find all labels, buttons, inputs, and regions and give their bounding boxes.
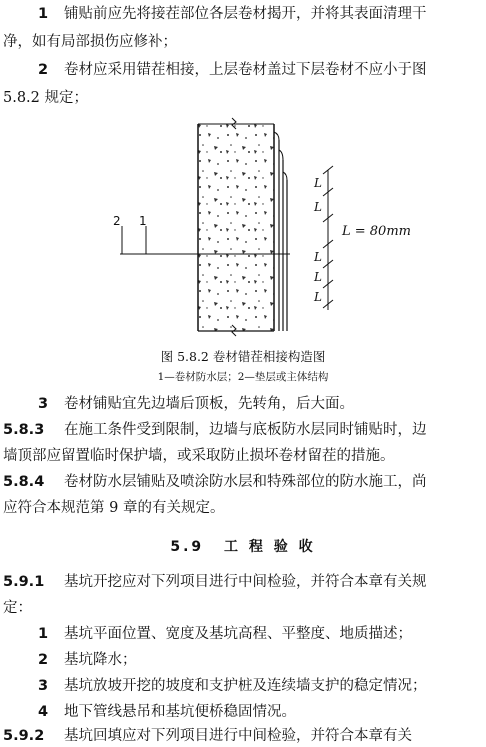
membrane-staggered-ends [274, 132, 287, 180]
figure-caption: 图 5.8.2 卷材错茬相接构造图 [160, 349, 326, 364]
s583-text-1: 在施工条件受到限制，边墙与底板防水层同时铺贴时，边 [64, 422, 427, 438]
s592-text-1: 基坑回填应对下列项目进行中间检验，并符合本章有关 [64, 728, 412, 744]
s591-number: 5.9.1 [3, 574, 45, 590]
dimension-label: L = 80mm [342, 224, 411, 239]
dim-mark-5: L [314, 290, 322, 304]
section-number: 5.9 [170, 539, 205, 555]
s583-text-2: 墙顶部应留置临时保护墙，或采取防止损坏卷材留茬的措施。 [3, 448, 395, 464]
item-text: 基坑平面位置、宽度及基坑高程、平整度、地质描述； [64, 626, 412, 642]
item-text: 基坑降水； [64, 652, 137, 668]
dim-mark-2: L [314, 200, 322, 214]
s591-text-1: 基坑开挖应对下列项目进行中间检验，并符合本章有关规 [64, 574, 427, 590]
callout-1: 1 [139, 214, 147, 228]
para3-text: 卷材铺贴宜先边墙后顶板，先转角，后大面。 [64, 396, 354, 412]
s584-text-2: 应符合本规范第 9 章的有关规定。 [3, 500, 225, 516]
s584-number: 5.8.4 [3, 474, 45, 490]
section-heading [0, 536, 486, 556]
para1-text-2: 净，如有局部损伤应修补； [3, 34, 177, 50]
item-number: 1 [38, 626, 49, 642]
figure-legend: 1—卷材防水层；2—垫层或主体结构 [157, 371, 329, 383]
para2-text-2: 5.8.2 规定； [3, 90, 89, 106]
para2-text-1: 卷材应采用错茬相接，上层卷材盖过下层卷材不应小于图 [64, 62, 427, 78]
s584-text-1: 卷材防水层铺贴及喷涂防水层和特殊部位的防水施工，尚 [64, 474, 427, 490]
item-text: 基坑放坡开挖的坡度和支护桩及连续墙支护的稳定情况； [64, 678, 427, 694]
callout-2: 2 [113, 214, 121, 228]
dim-mark-1: L [314, 176, 322, 190]
dim-mark-4: L [314, 270, 322, 284]
para3-number: 3 [38, 396, 49, 412]
para2-number: 2 [38, 62, 49, 78]
concrete-structure [198, 124, 274, 331]
para1-text-1: 铺贴前应先将接茬部位各层卷材揭开，并将其表面清理干 [64, 6, 427, 22]
section-title: 工 程 验 收 [224, 539, 316, 555]
s591-text-2: 定： [3, 600, 32, 616]
s583-number: 5.8.3 [3, 422, 45, 438]
item-number: 3 [38, 678, 49, 694]
para1-number: 1 [38, 6, 49, 22]
item-number: 2 [38, 652, 49, 668]
s592-number: 5.9.2 [3, 728, 45, 744]
item-number: 4 [38, 704, 49, 720]
item-text: 地下管线悬吊和基坑便桥稳固情况。 [64, 704, 296, 720]
dim-mark-3: L [314, 250, 322, 264]
